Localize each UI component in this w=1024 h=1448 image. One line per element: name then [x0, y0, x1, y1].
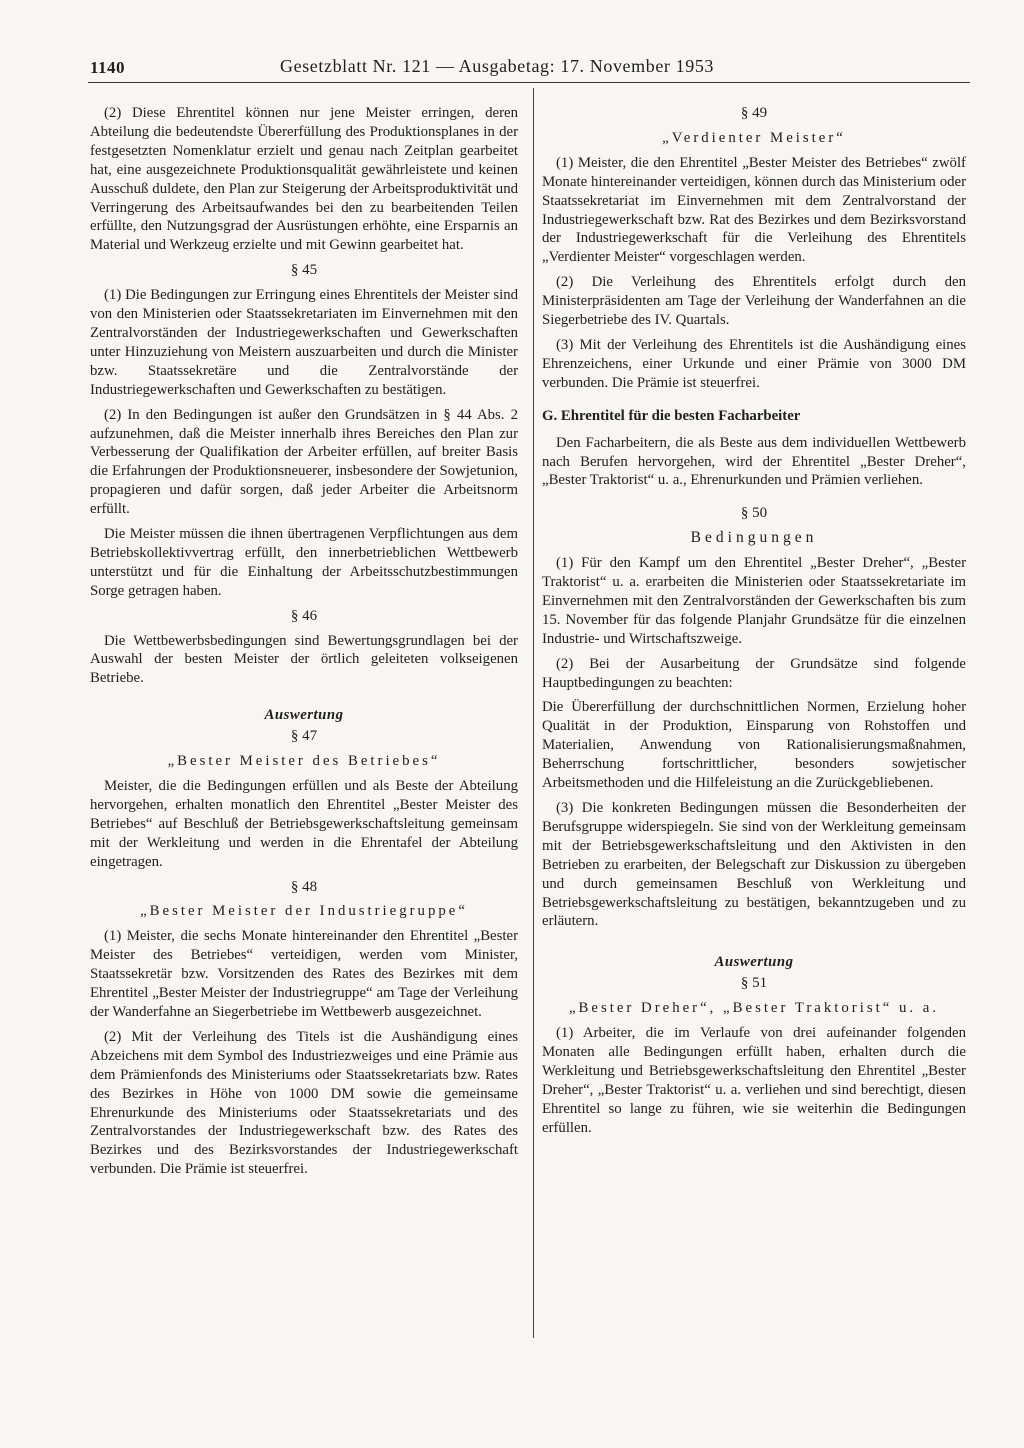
section-48-title: „Bester Meister der Industriegruppe“ — [140, 903, 468, 920]
auswertung-heading-right: Auswertung — [714, 954, 794, 971]
section-46-heading: § 46 — [290, 607, 318, 624]
section-48-heading: § 48 — [290, 878, 318, 895]
paragraph-48-2: (2) Mit der Verleihung des Titels ist die Aushändigung eines Abzeichens mit dem Symbol des Industriezweiges und eine Prämie aus dem Prämienfonds des Ministeriums oder Staatssekretariats bzw. Rates des Bezirkes in Höhe von 1000 DM sowie die gemeinsame Ehrenurkunde des Ministeriums oder Staatssekretariats und des Zentralvorstandes der Industriegewerkschaft bzw. des Rates des Bezirkes und des Bezirksvorstandes der Industriegewerkschaft verbunden. Die Prämie ist steuerfrei. — [90, 1028, 518, 1178]
paragraph-51-1: (1) Arbeiter, die im Verlaufe von drei aufeinander folgenden Monaten alle Bedingungen erfüllt haben, erhalten durch die Werkleitung und Betriebsgewerkschaftsleitung den Ehrentitel „Bester Dreher“, „Bester Traktorist“ u. a. verliehen und sind berechtigt, diesen Ehrentitel so lange zu führen, wie sie weiterhin die Bedingungen erfüllen. — [542, 1025, 966, 1136]
section-49-title: „Verdienter Meister“ — [662, 129, 846, 146]
section-51-title: „Bester Dreher“, „Bester Traktorist“ u. a. — [568, 1000, 940, 1017]
chapter-g-heading: G. Ehrentitel für die besten Facharbeiter — [542, 407, 801, 424]
section-45-heading: § 45 — [290, 262, 318, 279]
right-column — [542, 104, 966, 1144]
page-number: 1140 — [90, 58, 126, 77]
section-47-title: „Bester Meister des Betriebes“ — [167, 753, 441, 770]
left-column — [90, 104, 518, 1185]
paragraph-50-3: (3) Die konkreten Bedingungen müssen die Besonderheiten der Berufsgruppe widerspiegeln. Sie sind von der Werkleitung gemeinsam mit der Betriebsgewerkschaftsleitung und den Aktivisten in den Betrieben zu erarbeiten, der Belegschaft zur Diskussion zu übergeben und durch gemeinsamen Beschluß von Werkleitung und Betriebsgewerkschaftsleitung zu bestätigen, bekanntzugeben und zu erläutern. — [542, 800, 966, 930]
paragraph-50-2-conditions: Die Übererfüllung der durchschnittlichen Normen, Erzielung hoher Qualität in der Produktion, Einsparung von Rohstoffen und Materialien, Anwendung von Rationalisierungsmaßnahmen, Beherrschung fortschrittlicher, besonders sowjetischer Arbeitsmethoden und die Hilfeleistung an die Zurückgebliebenen. — [542, 699, 966, 792]
header-divider — [88, 82, 970, 83]
paragraph-45-1: (1) Die Bedingungen zur Erringung eines Ehrentitels der Meister sind von den Ministerien oder Staatssekretariaten im Einvernehmen mit den Zentralvorständen der Industriegewerkschaften und Gewerkschaften unter Hinzuziehung von Meistern auszuarbeiten und durch die Minister bzw. Staatssekretäre und die Zentralvorstände der Industriegewerkschaften und Gewerkschaften zu bestätigen. — [90, 287, 518, 398]
paragraph-50-2: (2) Bei der Ausarbeitung der Grundsätze sind folgende Hauptbedingungen zu beachten: — [542, 655, 966, 691]
paragraph-49-1: (1) Meister, die den Ehrentitel „Bester Meister des Betriebes“ zwölf Monate hintereinander verteidigen, können durch das Ministerium oder Staatssekretariat im Einvernehmen mit dem Zentralvorstand der Industriegewerkschaft bzw. Rat des Bezirkes und dem Bezirksvorstand der Industriegewerkschaft für die Verleihung des Ehrentitels „Verdienter Meister“ vorgeschlagen werden. — [542, 154, 966, 266]
column-divider — [533, 88, 534, 1338]
paragraph-50-1: (1) Für den Kampf um den Ehrentitel „Bester Dreher“, „Bester Traktorist“ u. a. erarbeiten die Ministerien oder Staatssekretariate im Einvernehmen mit den Zentralvorständen der Gewerkschaften bis zum 15. November für das folgende Planjahr Grundsätze für die einzelnen Industrie- und Wirtschaftszweige. — [542, 555, 966, 647]
section-50-title: Bedingungen — [690, 529, 818, 547]
paragraph-46-1: Die Wettbewerbsbedingungen sind Bewertungsgrundlagen bei der Auswahl der besten Meister der örtlich geleiteten volkseigenen Betriebe. — [90, 632, 518, 687]
section-49-heading: § 49 — [740, 105, 768, 121]
paragraph-49-3: (3) Mit der Verleihung des Ehrentitels ist die Aushändigung eines Ehrenzeichens, einer Urkunde und einer Prämie von 3000 DM verbunden. Die Prämie ist steuerfrei. — [542, 336, 966, 391]
section-47-heading: § 47 — [290, 728, 318, 745]
paragraph-45-2: (2) In den Bedingungen ist außer den Grundsätzen in § 44 Abs. 2 aufzunehmen, daß die Meister innerhalb ihres Bereiches den Plan zur Verbesserung der Qualifikation der Arbeiter erfüllen, auf breiter Basis die Erfahrungen der Produktionsneuerer, insbesondere der Sowjetunion, propagieren und dafür sorgen, daß jeder Arbeiter die Arbeitsnorm erfüllt. — [90, 406, 518, 518]
paragraph-49-2: (2) Die Verleihung des Ehrentitels erfolgt durch den Ministerpräsidenten am Tage der Verleihung der Wanderfahnen an die Siegerbetriebe des IV. Quartals. — [542, 274, 966, 329]
auswertung-heading: Auswertung — [264, 707, 344, 724]
section-51-heading: § 51 — [740, 975, 768, 992]
paragraph-48-1: (1) Meister, die sechs Monate hintereinander den Ehrentitel „Bester Meister des Betriebes“ verteidigen, werden vom Minister, Staatssekretär bzw. Vorsitzenden des Rates des Bezirkes mit dem Ehrentitel „Bester Meister der Industriegruppe“ am Tage der Verleihung der Wanderfahne an Siegerbetriebe im Wettbewerb ausgezeichnet. — [90, 928, 518, 1020]
paragraph-47-1: Meister, die die Bedingungen erfüllen und als Beste der Abteilung hervorgehen, erhalten monatlich den Ehrentitel „Bester Meister des Betriebes“ auf Beschluß der Betriebsgewerkschaftsleitung gemeinsam mit der Werkleitung und werden in die Ehrentafel der Abteilung eingetragen. — [90, 778, 518, 870]
paragraph-g-1: Den Facharbeitern, die als Beste aus dem individuellen Wettbewerb nach Berufen hervorgehen, wird der Ehrentitel „Bester Dreher“, „Bester Traktorist“ u. a., Ehrenurkunden und Prämien verliehen. — [542, 434, 966, 489]
page-header-title: Gesetzblatt Nr. 121 — Ausgabetag: 17. November 1953 — [280, 56, 715, 76]
paragraph-45-3: Die Meister müssen die ihnen übertragenen Verpflichtungen aus dem Betriebskollektivvertrag erfüllt, den innerbetrieblichen Wettbewerb unterstützt und für die Einhaltung der Arbeitsschutzbestimmungen Sorge getragen haben. — [90, 526, 518, 599]
paragraph-44-2: (2) Diese Ehrentitel können nur jene Meister erringen, deren Abteilung die bedeutendste Übererfüllung des Produktionsplanes in der festgesetzten Nomenklatur erzielt und genau nach Zeitplan gearbeitet hat, eine ausgezeichnete Produktionsqualität gewährleistete und keinen Ausschuß duldete, den Plan zur Steigerung der Arbeitsproduktivität und Verringerung des Arbeitsaufwandes bei den zu bearbeitenden Teilen erfüllte, den Nutzungsgrad der Ausrüstungen erhöhte, eine Ersparnis an Material und Werkzeug erzielte und mit Gewinn gearbeitet hat. — [90, 105, 518, 254]
section-50-heading: § 50 — [740, 505, 768, 522]
